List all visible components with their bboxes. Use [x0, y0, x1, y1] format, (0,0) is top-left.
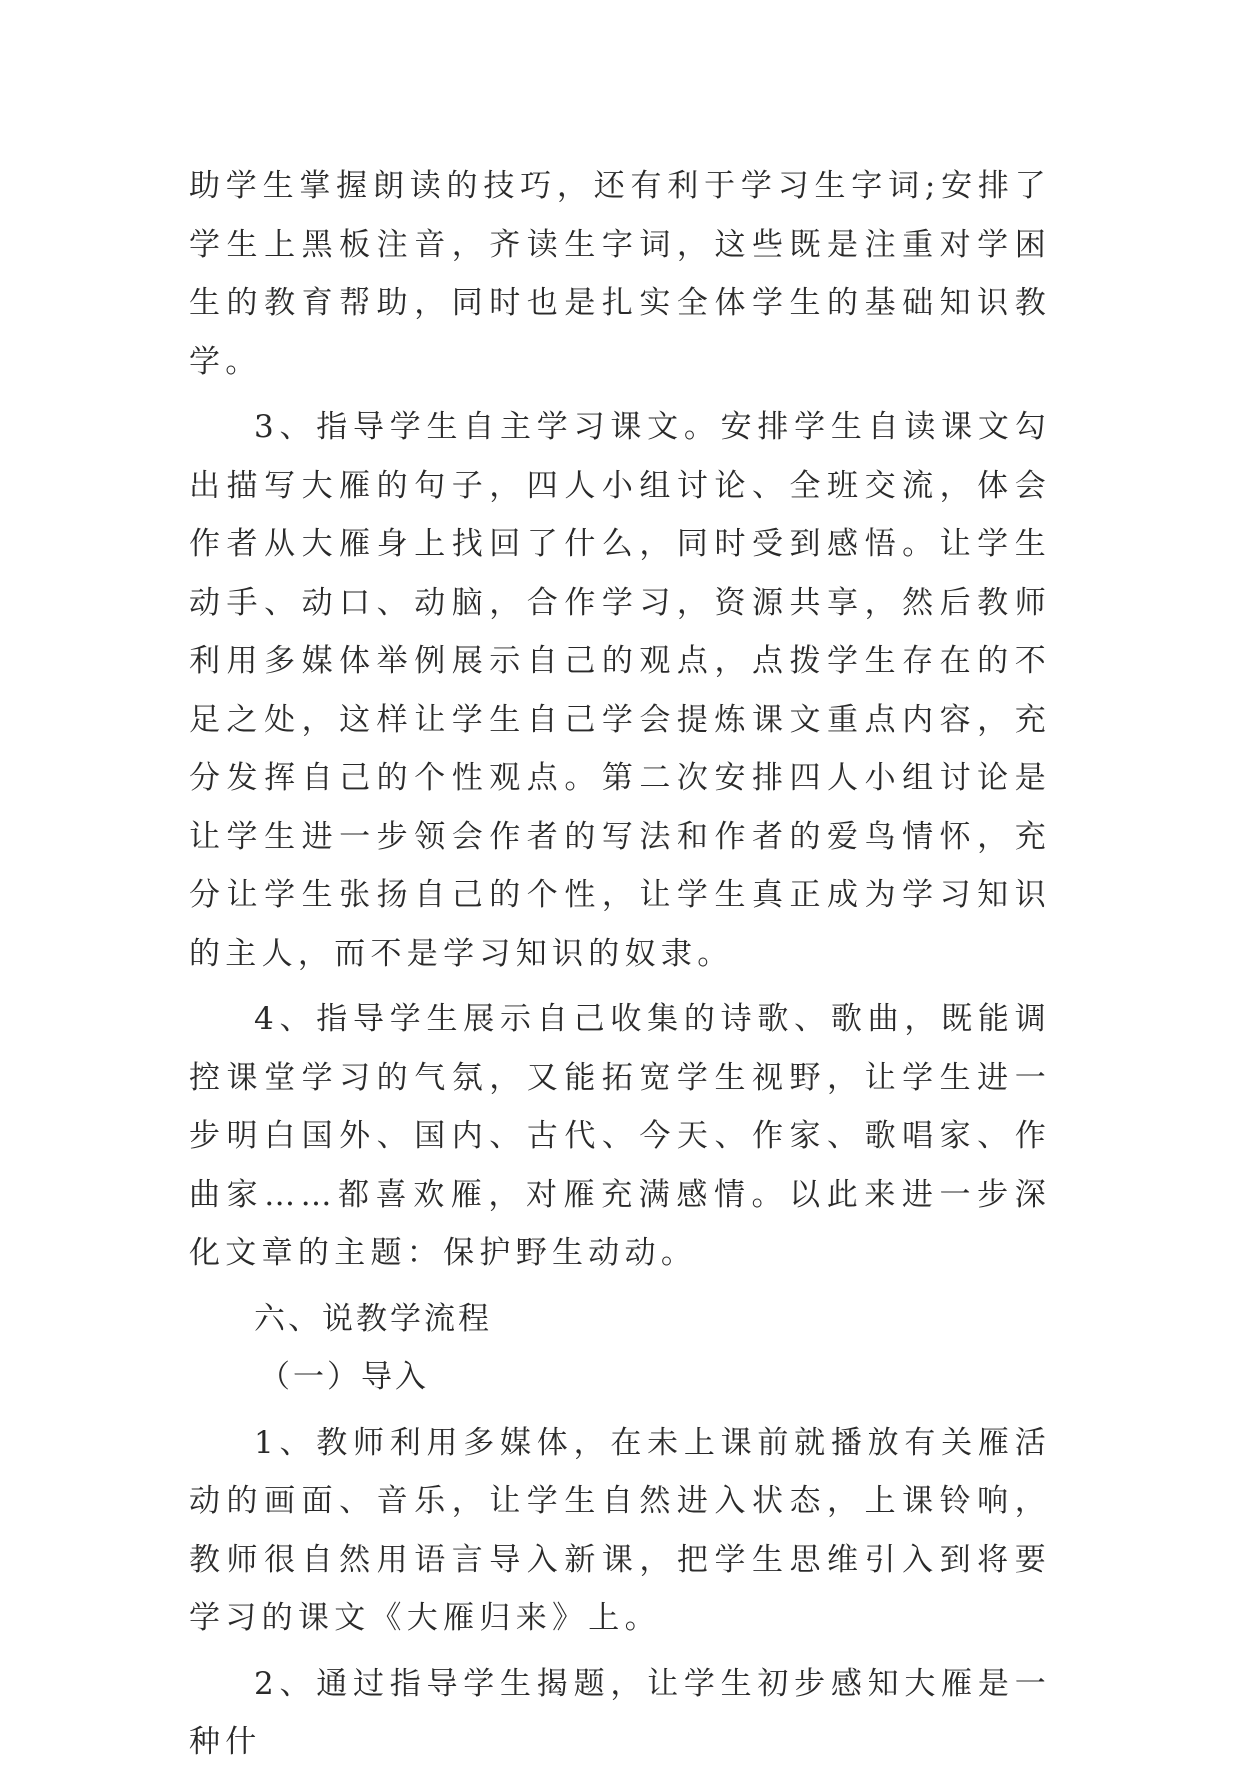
paragraph-continued: 助学生掌握朗读的技巧，还有利于学习生字词;安排了学生上黑板注音，齐读生字词，这些既是注重对学困生的教育帮助，同时也是扎实全体学生的基础知识教学。	[189, 168, 1051, 380]
subsection-heading: （一）导入	[259, 1359, 429, 1395]
paragraph-item-3: 3、指导学生自主学习课文。安排学生自读课文勾出描写大雁的句子，四人小组讨论、全班交流，体会作者从大雁身上找回了什么，同时受到感悟。让学生动手、动口、动脑，合作学习，资源共享，然后教师利用多媒体举例展示自己的观点，点拨学生存在的不足之处，这样让学生自己学会提炼课文重点内容，充分发挥自己的个性观点。第二次安排四人小组讨论是让学生进一步领会作者的写法和作者的爱鸟情怀，充分让学生张扬自己的个性，让学生真正成为学习知识的主人，而不是学习知识的奴隶。	[189, 409, 1051, 972]
document-body	[189, 157, 1051, 1772]
paragraph-item-4: 4、指导学生展示自己收集的诗歌、歌曲，既能调控课堂学习的气氛，又能拓宽学生视野，让学生进一步明白国外、国内、古代、今天、作家、歌唱家、作曲家……都喜欢雁，对雁充满感情。以此来进一步深化文章的主题：保护野生动动。	[189, 1001, 1051, 1271]
paragraph-item-2: 2、通过指导学生揭题，让学生初步感知大雁是一种什	[189, 1665, 1051, 1760]
paragraph-item-1: 1、教师利用多媒体，在未上课前就播放有关雁活动的画面、音乐，让学生自然进入状态，上课铃响，教师很自然用语言导入新课，把学生思维引入到将要学习的课文《大雁归来》上。	[189, 1424, 1051, 1636]
section-heading: 六、说教学流程	[254, 1300, 492, 1337]
